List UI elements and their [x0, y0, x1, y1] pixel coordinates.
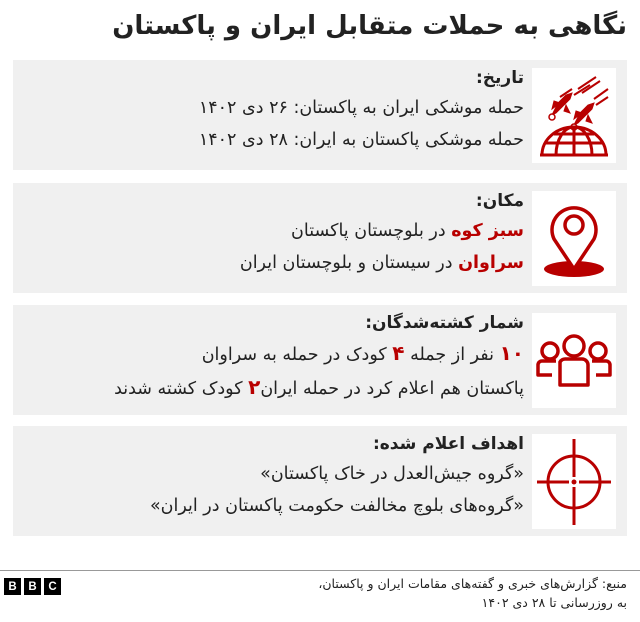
icon-box [532, 313, 616, 408]
card-heading: اهداف اعلام شده: [372, 434, 524, 454]
bbc-logo-letter: B [4, 578, 21, 595]
card-heading: شمار کشته‌شدگان: [365, 313, 524, 333]
place-highlight: سبز کوه [451, 221, 524, 241]
icon-box [532, 434, 616, 529]
source-note [207, 574, 627, 612]
date-iran-attack: حمله موشکی ایران به پاکستان: ۲۶ دی ۱۴۰۲ [198, 98, 524, 118]
bbc-logo-letter: C [44, 578, 61, 595]
casualty-text: نفر از جمله [404, 345, 500, 365]
children-count: ۴ [392, 341, 405, 365]
place-highlight: سراوان [458, 253, 524, 273]
children-count: ۲ [248, 375, 261, 399]
casualty-count: ۱۰ [499, 341, 524, 365]
missiles-globe-icon [538, 75, 610, 157]
casualty-text: پاکستان هم اعلام کرد در حمله ایران [260, 379, 524, 399]
card-date [13, 60, 627, 170]
casualties-saravan [19, 337, 524, 371]
casualty-text: کودک در حمله به سراوان [201, 345, 393, 365]
card-location [13, 183, 627, 293]
casualty-text: کودک کشته شدند [114, 379, 249, 399]
location-iran [19, 247, 524, 279]
card-heading: تاریخ: [476, 68, 524, 88]
icon-box [532, 191, 616, 286]
target-baloch-groups: «گروه‌های بلوچ مخالفت حکومت پاکستان در ایران» [149, 496, 524, 516]
location-pakistan [19, 215, 524, 247]
source-line: به روزرسانی تا ۲۸ دی ۱۴۰۲ [481, 595, 627, 610]
date-pakistan-attack: حمله موشکی پاکستان به ایران: ۲۸ دی ۱۴۰۲ [198, 130, 524, 150]
card-text [19, 430, 524, 522]
card-targets [13, 426, 627, 536]
source-line: منبع: گزارش‌های خبری و گفته‌های مقامات ایران و پاکستان، [318, 576, 627, 591]
crosshair-target-icon [537, 437, 611, 527]
card-casualties [13, 305, 627, 415]
card-text [19, 309, 524, 405]
people-group-icon [536, 333, 612, 389]
place-description: در سیستان و بلوچستان ایران [239, 253, 459, 273]
place-description: در بلوچستان پاکستان [291, 221, 452, 241]
card-text [19, 64, 524, 156]
page-title: نگاهی به حملات متقابل ایران و پاکستان [112, 11, 627, 41]
card-text [19, 187, 524, 279]
card-heading: مکان: [475, 191, 524, 211]
icon-box [532, 68, 616, 163]
bbc-logo [4, 578, 61, 595]
bbc-logo-letter: B [24, 578, 41, 595]
location-pin-icon [542, 199, 606, 279]
footer-divider [0, 570, 640, 571]
casualties-pakistan [19, 371, 524, 405]
target-jaish-al-adl: «گروه جیش‌العدل در خاک پاکستان» [260, 464, 524, 484]
